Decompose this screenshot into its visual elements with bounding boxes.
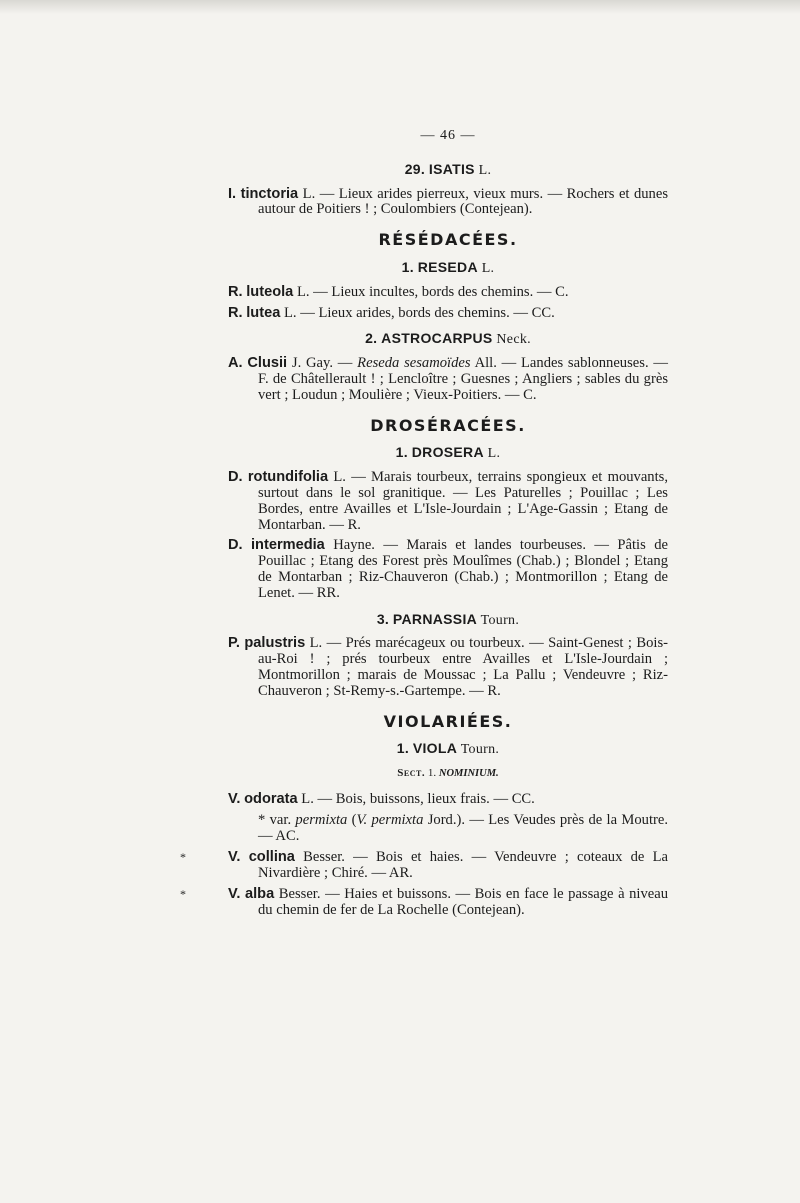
page-body [180,128,669,923]
species-epithet: intermedia [251,537,325,554]
genus-author: Tourn. [460,742,500,758]
genus-abbr: V. [228,885,241,902]
genus-author: L. [487,446,501,462]
species-entry-viola-collina: * V. collina Besser. — Bois et haies. — Vendeuvre ; coteaux de La Nivardière ; Chiré. — AR. [180,849,669,882]
species-description: — Haies et buissons. — Bois en face le passage à niveau du chemin de fer de La Rochelle (Contejean). [258,885,668,918]
species-entry-drosera-intermedia [228,538,668,601]
species-epithet: odorata [244,790,298,807]
species-author: L. [302,185,316,202]
species-entry-reseda-lutea [228,306,668,322]
genus-heading-isatis [228,162,668,179]
genus-abbr: I. [228,185,237,202]
species-author: L. [283,304,297,321]
species-description: — Prés marécageux ou tourbeux. — Saint-Genest ; Bois-au-Roi ! ; prés tourbeux entre Availles et L'Isle-Jourdain ; Montmorillon ; marais de Moussac ; La Pallu ; Vendeuvre ; Riz-Chauveron ; St-Remy-s.-Gartempe. — R. [258,635,669,699]
genus-author: Tourn. [480,612,520,628]
species-description: — Bois, buissons, lieux frais. — CC. [317,790,535,807]
species-epithet: alba [245,885,275,902]
species-epithet: rotundifolia [247,469,329,486]
variety-entry-permixta [228,813,668,845]
genus-name: ASTROCARPUS [381,330,493,347]
section-label: Sect. [397,767,426,780]
genus-abbr: D. [228,537,243,554]
genus-heading-drosera [228,445,668,462]
species-description: — Bois et haies. — Vendeuvre ; coteaux de La Nivardière ; Chiré. — AR. [258,849,669,882]
family-heading-droseracees: DROSÉRACÉES. [370,415,526,435]
genus-number: 3. [376,610,390,627]
species-author: Besser. [278,885,321,902]
page-number: — 46 — [420,128,476,143]
paren-open: ( [351,811,357,828]
species-description: — Lieux incultes, bords des chemins. — C. [313,283,569,300]
species-entry-astrocarpus-clusii [228,356,668,403]
genus-heading-viola [228,741,668,758]
dash: — [337,355,358,372]
species-description: — Marais et landes tourbeuses. — Pâtis de Pouillac ; Etang des Forest près Moulîmes (Chab.) ; Blondel ; Etang de Montarban ; Riz-Chauveron (Chab.) ; Montmorillon ; Etang de Lenet. — RR. [258,537,668,601]
genus-abbr: V. [228,790,241,807]
species-epithet: collina [248,849,295,866]
genus-abbr: V. [228,849,241,866]
species-author: L. [333,469,346,486]
variety-name: permixta [295,811,348,828]
genus-abbr: A. [228,355,243,372]
genus-heading-reseda [228,260,668,277]
variety-prefix: * var. [258,811,292,828]
genus-author: Neck. [496,332,531,348]
species-description: — Lieux arides, bords des chemins. — CC. [300,304,555,321]
genus-name: DROSERA [411,444,484,461]
species-author: Besser. [303,849,345,866]
genus-name: ISATIS [428,160,475,177]
genus-abbr: D. [228,469,243,486]
scan-shadow [0,0,800,14]
genus-number: 2. [365,330,378,347]
family-heading-resedacees: RÉSÉDACÉES. [378,230,518,250]
section-number: 1. [427,767,437,780]
genus-number: 29. [404,160,426,177]
genus-abbr: R. [228,283,243,300]
synonym: Reseda sesamoïdes [357,355,471,372]
species-description: — Marais tourbeux, terrains spongieux et mouvants, surtout dans le sol granitique. — Les Paturelles ; Pouillac ; Les Bordes, entre Availles et L'Isle-Jourdain ; L'Age-Gassin ; Etang de Montarban. — R. [258,469,668,533]
genus-name: VIOLA [412,740,458,757]
species-entry-drosera-rotundifolia [228,470,668,533]
species-entry-viola-odorata [228,792,668,808]
species-entry-reseda-luteola [228,285,668,301]
species-epithet: lutea [246,304,281,321]
species-description: — Lieux arides pierreux, vieux murs. — Rochers et dunes autour de Poitiers ! ; Coulombiers (Contejean). [258,185,668,218]
family-heading-violariees: VIOLARIÉES. [383,711,513,731]
species-author: L. [301,790,314,807]
species-epithet: palustris [244,635,306,652]
genus-heading-parnassia [228,612,668,629]
variety-synonym: V. permixta [356,811,424,828]
genus-author: L. [478,162,492,178]
species-description: All. — Landes sablonneuses. — F. de Châtellerault ! ; Lencloître ; Guesnes ; Angliers ; sables du grès vert ; Loudun ; Moulière ; Vieux-Poitiers. — C. [258,355,668,403]
genus-abbr: P. [228,635,240,652]
species-epithet: tinctoria [240,185,299,202]
genus-abbr: R. [228,304,243,321]
species-author: J. Gay. [291,355,334,372]
species-author: L. [296,283,310,300]
variety-description: Jord.). — Les Veudes près de la Moutre. — AC. [258,811,668,844]
species-entry-parnassia-palustris [228,636,668,699]
genus-name: RESEDA [417,258,478,275]
genus-number: 1. [395,444,408,461]
genus-name: PARNASSIA [392,610,478,627]
species-author: L. [309,635,323,652]
species-epithet: Clusii [247,355,288,372]
section-heading-nominium [228,766,668,782]
species-epithet: luteola [246,283,294,300]
genus-number: 1. [401,258,414,275]
genus-number: 1. [396,740,410,757]
species-entry-isatis-tinctoria [228,187,668,219]
genus-heading-astrocarpus [228,331,668,348]
section-name: NOMINIUM. [438,768,499,780]
species-author: Hayne. [333,537,375,554]
species-entry-viola-alba: * V. alba Besser. — Haies et buissons. — Bois en face le passage à niveau du chemin de fer de La Rochelle (Contejean). [180,885,668,918]
genus-author: L. [481,260,495,276]
